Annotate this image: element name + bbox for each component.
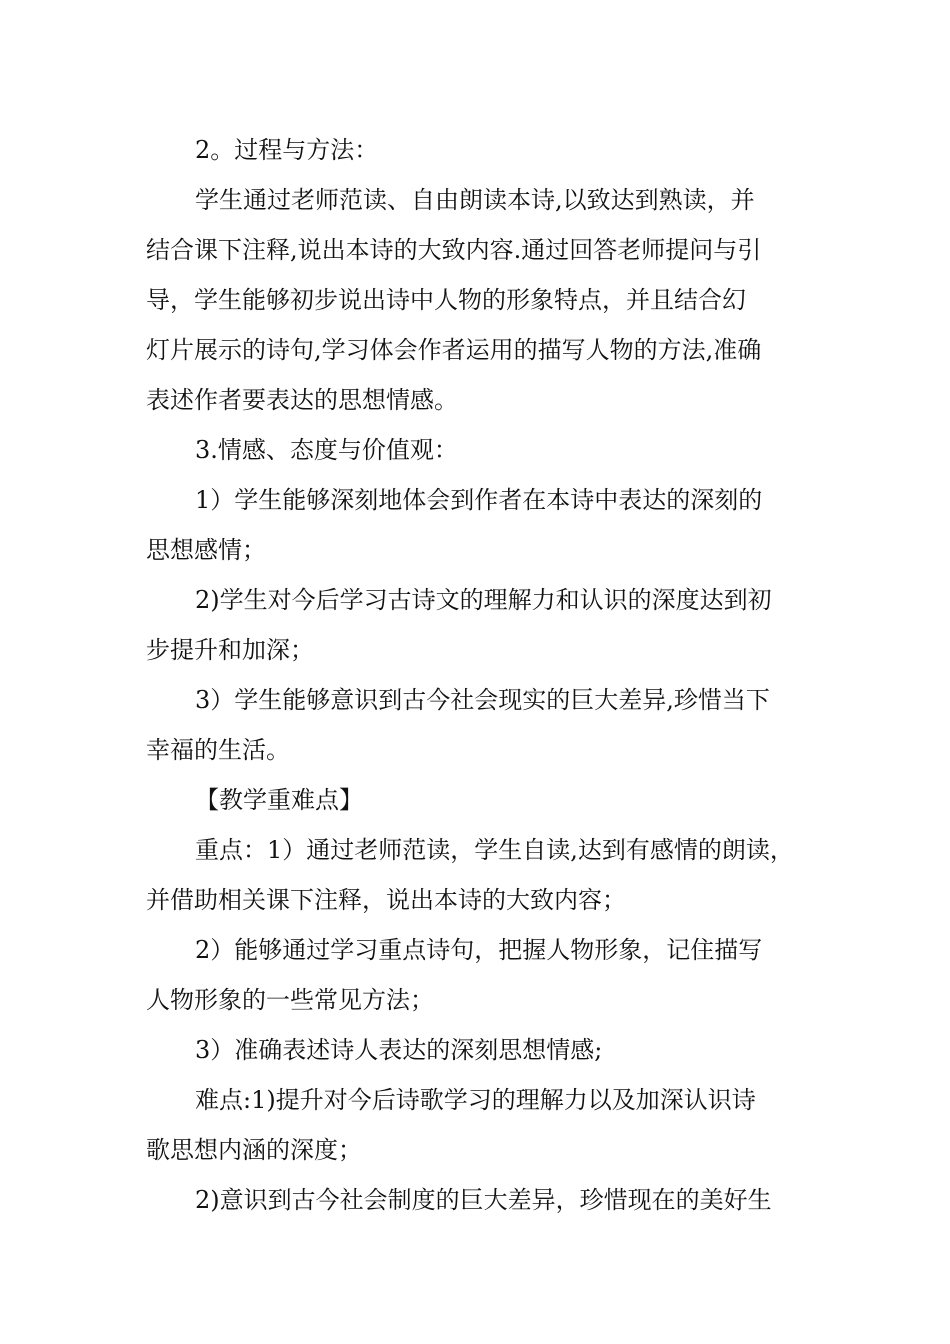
paragraph-line: 学生通过老师范读、自由朗读本诗,以致达到熟读，并 — [195, 186, 755, 214]
section-heading-key-difficult-points: 【教学重难点】 — [195, 786, 363, 814]
paragraph-line: 结合课下注释,说出本诗的大致内容.通过回答老师提问与引 — [146, 236, 762, 264]
paragraph-line: 歌思想内涵的深度； — [146, 1136, 362, 1164]
paragraph-line: 灯片展示的诗句,学习体会作者运用的描写人物的方法,准确 — [146, 336, 762, 364]
section-heading-process-method: 2。过程与方法： — [195, 136, 379, 164]
list-item-line: 2)意识到古今社会制度的巨大差异，珍惜现在的美好生 — [195, 1186, 772, 1214]
list-item-line: 2）能够通过学习重点诗句，把握人物形象，记住描写 — [195, 936, 763, 964]
paragraph-line: 表述作者要表达的思想情感。 — [146, 386, 458, 414]
list-item-line: 2)学生对今后学习古诗文的理解力和认识的深度达到初 — [195, 586, 772, 614]
paragraph-line: 并借助相关课下注释，说出本诗的大致内容； — [146, 886, 626, 914]
list-item-line: 3）准确表述诗人表达的深刻思想情感; — [195, 1036, 603, 1064]
list-item-line: 幸福的生活。 — [146, 736, 290, 764]
list-item-line: 步提升和加深； — [146, 636, 314, 664]
paragraph-line: 难点:1)提升对今后诗歌学习的理解力以及加深认识诗 — [195, 1086, 756, 1114]
paragraph-line: 重点：1）通过老师范读，学生自读,达到有感情的朗读， — [195, 836, 794, 864]
list-item-line: 思想感情； — [146, 536, 266, 564]
paragraph-line: 导，学生能够初步说出诗中人物的形象特点，并且结合幻 — [146, 286, 746, 314]
list-item-line: 1）学生能够深刻地体会到作者在本诗中表达的深刻的 — [195, 486, 763, 514]
list-item-line: 人物形象的一些常见方法； — [146, 986, 434, 1014]
section-heading-emotion-values: 3.情感、态度与价值观： — [195, 436, 458, 464]
list-item-line: 3）学生能够意识到古今社会现实的巨大差异,珍惜当下 — [195, 686, 770, 714]
